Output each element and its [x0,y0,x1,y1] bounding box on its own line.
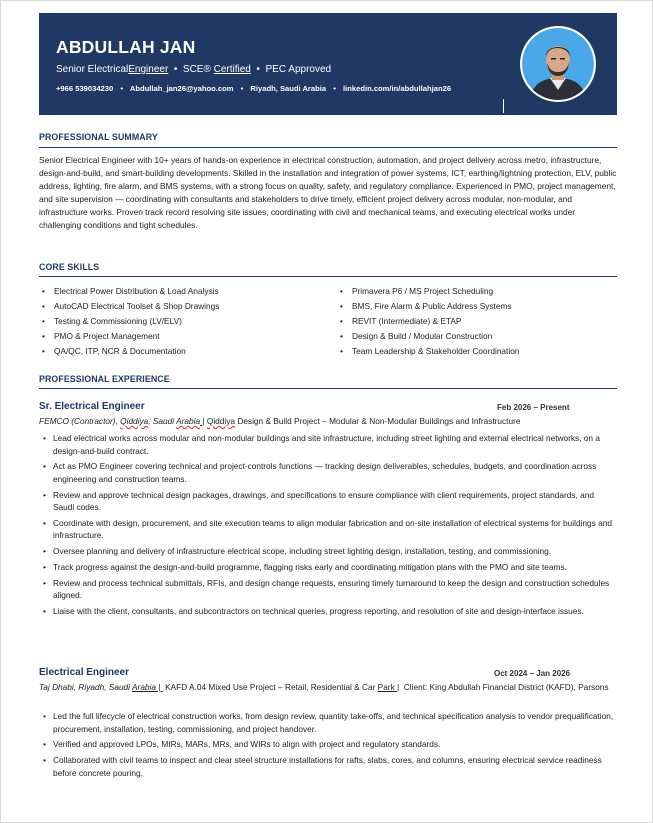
candidate-name: ABDULLAH JAN [56,37,196,57]
meta-part: | [394,682,400,692]
job-title: Sr. Electrical Engineer [39,401,145,412]
bullet-item: • Review and approve technical design packages, drawings, and specifications to ensure compliance with client requirements, project standards, and Saudi codes. [43,489,615,514]
bullet-item: • Review and process technical submittals, RFIs, and design change requests, ensuring timely turnaround to keep the design and construction schedules aligned. [43,577,615,602]
job-employer-line [39,681,619,694]
bullet-item: • Collaborated with civil teams to inspect and clear steel structure installations for rafts, slabs, cores, and columns, ensuring electrical service readiness before concrete pouring. [43,754,615,779]
meta-part: Arabia [176,416,201,426]
meta-part: | [200,416,205,426]
section-divider [39,388,617,389]
bullet-item: • Coordinate with design, procurement, and site execution teams to align modular fabrication and on-site installation of electrical systems for buildings and infrastructure. [43,517,615,542]
section-divider [39,147,617,148]
headline-part: • PEC Approved [250,64,332,75]
skill-item: • AutoCAD Electrical Toolset & Shop Drawings [42,299,219,314]
avatar-icon [522,28,594,100]
job-date: Feb 2026 – Present [497,403,570,412]
email-address[interactable]: Abdullah_jan26@yahoo.com [129,84,234,93]
meta-part: FEMCO (Contractor), [39,416,121,426]
meta-part: Qiddiya [120,416,149,426]
job-bullets [43,432,615,621]
meta-part: | [156,682,163,692]
meta-part: KAFD A.04 Mixed Use Project – Retail, Residential & Car [162,682,378,692]
headline-part: Certified [213,64,251,75]
headline [56,64,331,75]
separator: • [333,84,336,93]
headline-part: Senior Electrical [56,64,129,75]
skill-item: • PMO & Project Management [42,329,219,344]
meta-part: Client: King Abdullah Financial District (KAFD), Parsons [399,682,609,692]
skills-list-left [42,284,219,359]
summary-text: Senior Electrical Engineer with 10+ years of hands-on experience in electrical construction, automation, and project delivery across metro, infrastructure, design-and-build, and smart-building developments. Skilled in the installation and integration of power systems, ICT, earthing/lightning protection, ELV, public address, lighting, fire alarm, and BMS systems, with a strong focus on quality, safety, and regulatory compliance. Experienced in PMO, project management, and site supervision — coordinating with consultants and stakeholders to drive timely, efficient project delivery across modular, non-modular, and infrastructure works. Proven track record resolving site issues, coordinating with civil and mechanical teams, and executing electrical works under challenging conditions and tight schedules. [39,155,617,230]
text-cursor [503,99,504,113]
headline-part: • SCE® [168,64,214,75]
meta-part: , Saudi [148,416,177,426]
skill-item: • Primavera P6 / MS Project Scheduling [340,284,519,299]
bullet-item: • Oversee planning and delivery of infrastructure electrical scope, including street lighting design, installation, testing, and commissioning. [43,545,615,558]
section-divider [39,276,617,277]
skill-item: • Testing & Commissioning (LV/ELV) [42,314,219,329]
job-title: Electrical Engineer [39,667,130,678]
phone-number[interactable]: +966 539034230 [56,84,114,93]
separator: • [240,84,244,93]
meta-part: Arabia [132,682,156,692]
skill-item: • Team Leadership & Stakeholder Coordination [340,344,519,359]
bullet-item: • Track progress against the design-and-build programme, flagging risks early and coordinating mitigation plans with the PMO and site teams. [43,561,615,574]
location: Riyadh, Saudi Arabia [250,84,327,93]
profile-photo [520,26,596,102]
job-date: Oct 2024 – Jan 2026 [494,669,571,678]
summary-heading: PROFESSIONAL SUMMARY [39,132,158,142]
bullet-item: • Act as PMO Engineer covering technical and project-controls functions — tracking design deliverables, schedules, budgets, and coordination across engineering and construction teams. [43,460,615,485]
headline-part: Engineer [128,64,169,75]
skills-list-right [340,284,519,359]
header-banner [39,13,617,115]
job-employer-line [39,415,619,428]
meta-part: Design & Build Project – Modular & Non-Modular Buildings and Infrastructure [235,416,521,426]
skill-item: • REVIT (Intermediate) & ETAP [340,314,519,329]
skill-item: • Electrical Power Distribution & Load Analysis [42,284,219,299]
meta-part: Park [377,682,395,692]
skill-item: • Design & Build / Modular Construction [340,329,519,344]
bullet-item: • Liaise with the client, consultants, and subcontractors on technical queries, progress reporting, and resolution of site and design-interface issues. [43,605,615,618]
meta-part: Taj Dhabi, Riyadh, Saudi [39,682,133,692]
contact-line [56,84,451,93]
job-bullets [43,710,615,782]
meta-part: Qiddiya [206,416,236,426]
skills-heading: CORE SKILLS [39,262,100,272]
skill-item: • QA/QC, ITP, NCR & Documentation [42,344,219,359]
bullet-item: • Verified and approved LPOs, MIRs, MARs, MRs, and WIRs to align with project and regulatory standards. [43,738,615,751]
separator: • [120,84,124,93]
bullet-item: • Led the full lifecycle of electrical construction works, from design review, quantity take-offs, and technical specification analysis to vendor prequalification, procurement, installation, testing, commissioning, and project handover. [43,710,615,735]
linkedin-link[interactable]: linkedin.com/in/abdullahjan26 [343,84,452,93]
bullet-item: • Lead electrical works across modular and non-modular buildings and site infrastructure, including street lighting and external electrical networks, on a design-and-build contract. [43,432,615,457]
skill-item: • BMS, Fire Alarm & Public Address Systems [340,299,519,314]
experience-heading: PROFESSIONAL EXPERIENCE [39,374,170,384]
